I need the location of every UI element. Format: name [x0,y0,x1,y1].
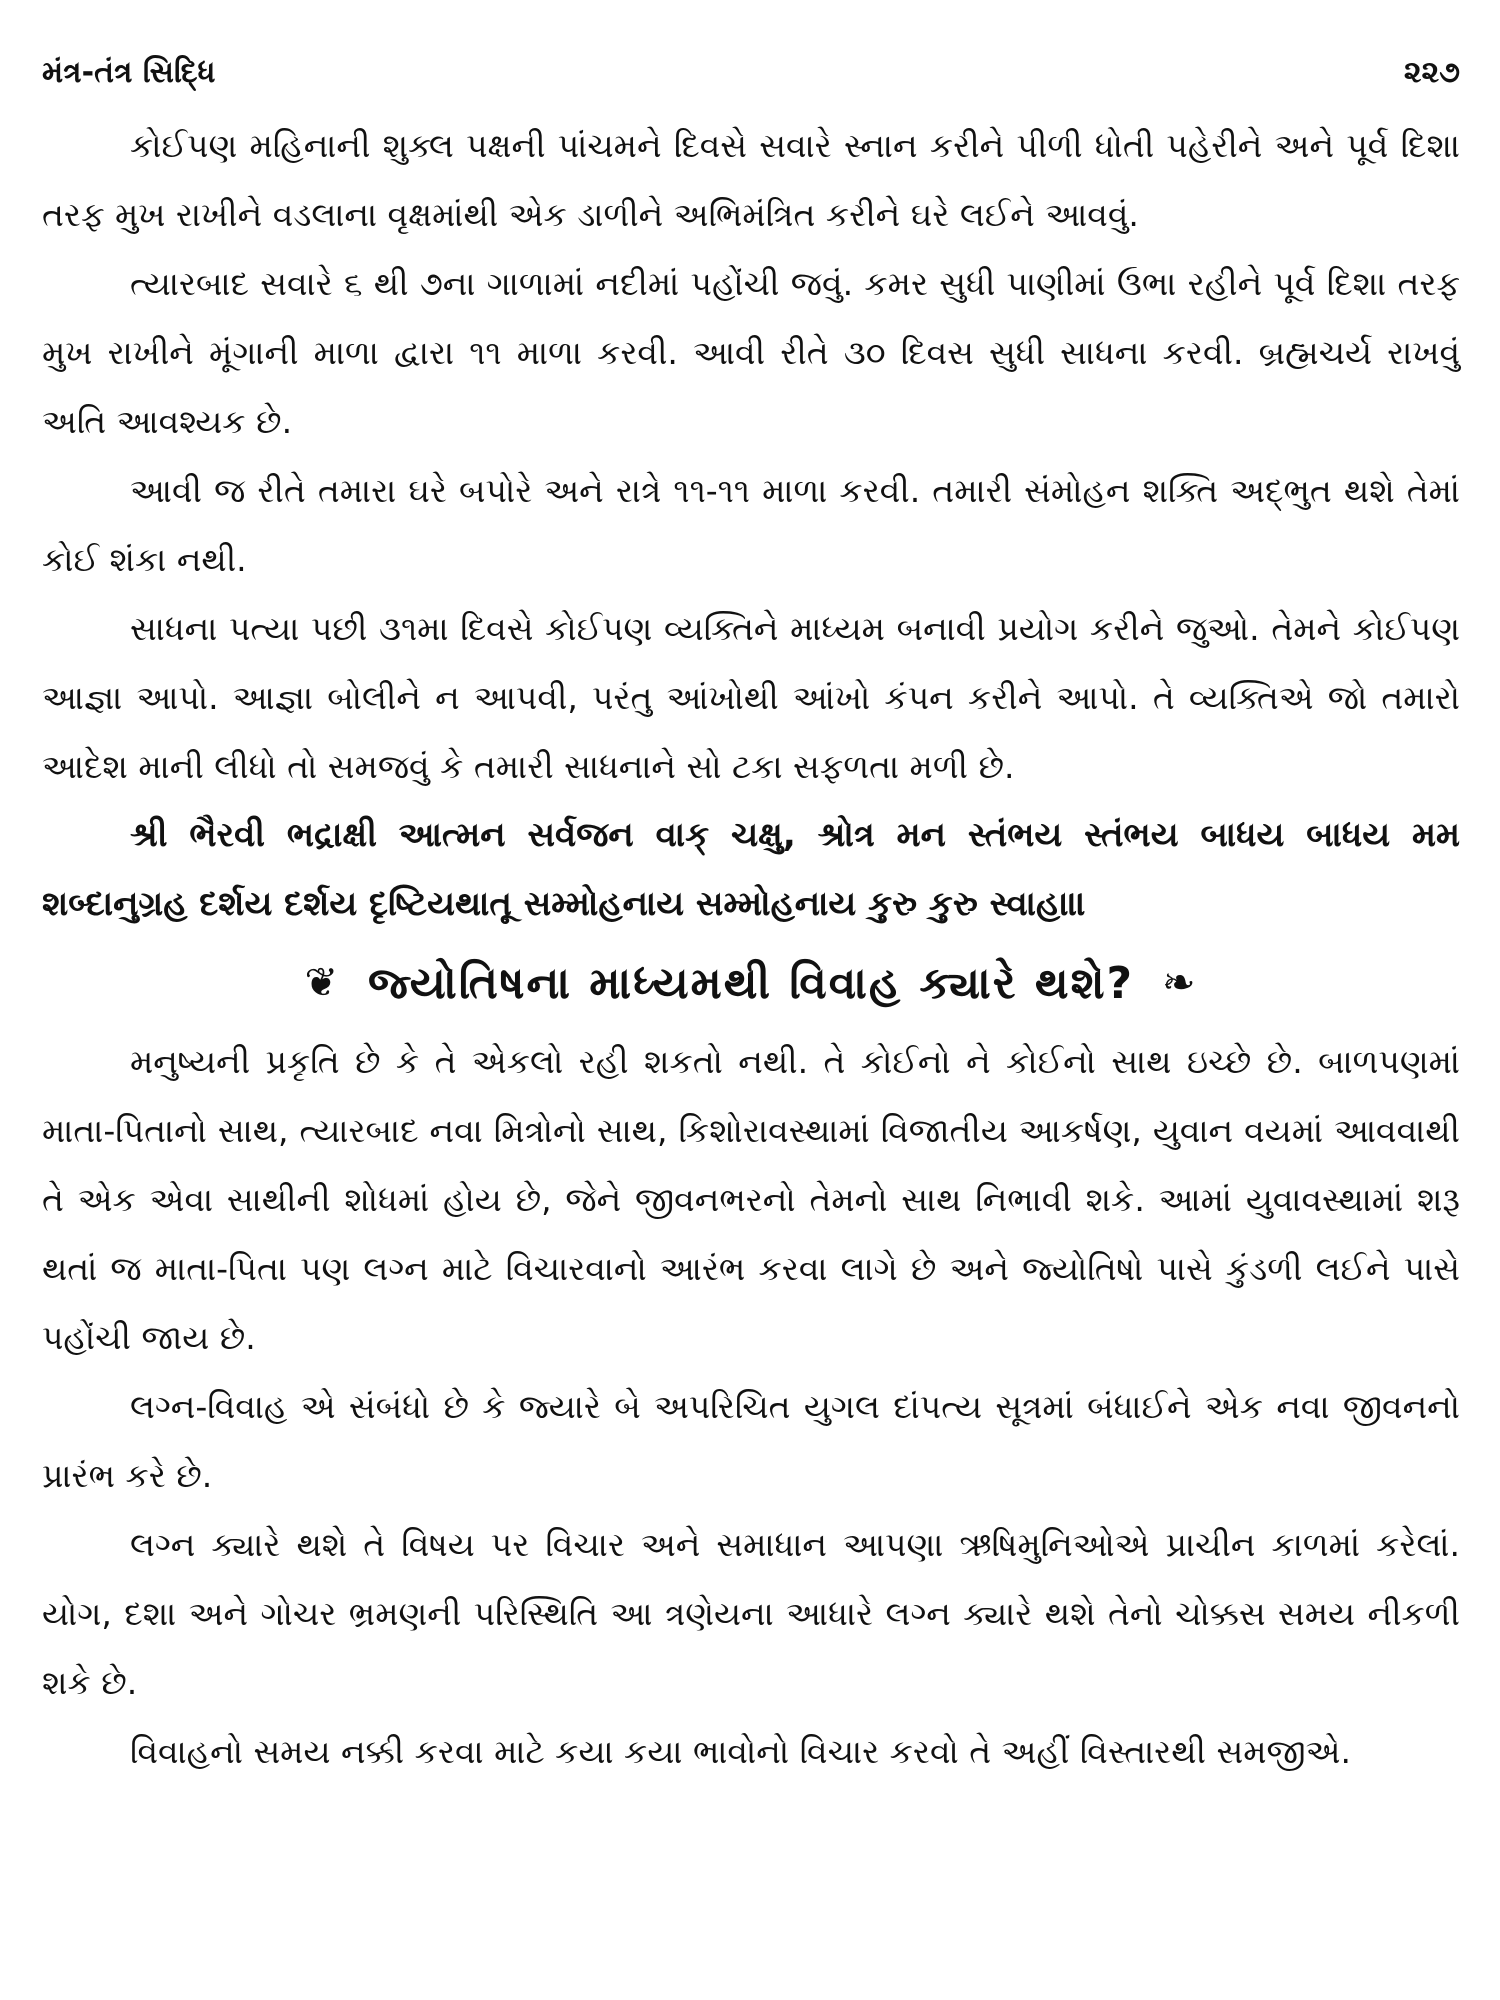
paragraph-sages: લગ્ન ક્યારે થશે તે વિષય પર વિચાર અને સમાધાન આપણા ઋષિમુનિઓએ પ્રાચીન કાળમાં કરેલાં. યોગ, દશા અને ગોચર ભ્રમણની પરિસ્થિતિ આ ત્રણેયના આધારે લગ્ન ક્યારે થશે તેનો ચોક્કસ સમય નીકળી શકે છે. [42,1525,1460,1702]
ornament-left-icon: ❦ [304,960,340,1006]
ornament-right-icon: ❧ [1162,960,1198,1006]
mantra-text: શ્રી ભૈરવી ભદ્રાક્ષી આત્મન સર્વજન વાક્ ચક્ષુ, શ્રોત્ર મન સ્તંભય સ્તંભય બાધય બાધય મમ શબ્દાનુગ્રહ દર્શય દર્શય દૃષ્ટિયથાતૂ સમ્મોહનાય સમ્મોહનાય કુરુ કુરુ સ્વાહા॥ [42,815,1460,924]
paragraph-human-nature: મનુષ્યની પ્રકૃતિ છે કે તે એકલો રહી શકતો નથી. તે કોઈનો ને કોઈનો સાથ ઇચ્છે છે. બાળપણમાં માતા-પિતાનો સાથ, ત્યારબાદ નવા મિત્રોનો સાથ, કિશોરાવસ્થામાં વિજાતીય આકર્ષણ, યુવાન વયમાં આવવાથી તે એક એવા સાથીની શોધમાં હોય છે, જેને જીવનભરનો તેમનો સાથ નિભાવી શકે. આમાં યુવાવસ્થામાં શરૂ થતાં જ માતા-પિતા પણ લગ્ન માટે વિચારવાનો આરંભ કરવા લાગે છે અને જ્યોતિષો પાસે કુંડળી લઈને પાસે પહોંચી જાય છે. [42,1042,1460,1357]
page-number: ૨૨૭ [1403,55,1460,90]
paragraph-experiment: સાધના પત્યા પછી ૩૧મા દિવસે કોઈપણ વ્યક્તિને માધ્યમ બનાવી પ્રયોગ કરીને જુઓ. તેમને કોઈપણ આજ્ઞા આપો. આજ્ઞા બોલીને ન આપવી, પરંતુ આંખોથી આંખો કંપન કરીને આપો. તે વ્યક્તિએ જો તમારો આદેશ માની લીધો તો સમજવું કે તમારી સાધનાને સો ટકા સફળતા મળી છે. [42,609,1460,786]
paragraph-home-practice: આવી જ રીતે તમારા ઘરે બપોરે અને રાત્રે ૧૧-૧૧ માળા કરવી. તમારી સંમોહન શક્તિ અદ્ભુત થશે તેમાં કોઈ શંકા નથી. [42,471,1460,579]
running-title: મંત્ર-તંત્ર સિદ્ધિ [42,55,216,90]
page-header [42,55,1460,111]
section-heading [42,943,1460,1023]
paragraph-conclusion: વિવાહનો સમય નક્કી કરવા માટે કયા કયા ભાવોનો વિચાર કરવો તે અહીં વિસ્તારથી સમજીએ. [130,1732,1351,1771]
paragraph-marriage-bond: લગ્ન-વિવાહ એ સંબંધો છે કે જ્યારે બે અપરિચિત યુગલ દાંપત્ય સૂત્રમાં બંધાઈને એક નવા જીવનનો પ્રારંભ કરે છે. [42,1387,1460,1495]
paragraph-procedure: કોઈપણ મહિનાની શુક્લ પક્ષની પાંચમને દિવસે સવારે સ્નાન કરીને પીળી ધોતી પહેરીને અને પૂર્વ દિશા તરફ મુખ રાખીને વડલાના વૃક્ષમાંથી એક ડાળીને અભિમંત્રિત કરીને ઘરે લઈને આવવું. [42,126,1460,234]
paragraph-river-practice: ત્યારબાદ સવારે ૬ થી ૭ના ગાળામાં નદીમાં પહોંચી જવું. કમર સુધી પાણીમાં ઉભા રહીને પૂર્વ દિશા તરફ મુખ રાખીને મૂંગાની માળા દ્વારા ૧૧ માળા કરવી. આવી રીતે ૩૦ દિવસ સુધી સાધના કરવી. બ્રહ્મચર્ય રાખવું અતિ આવશ્યક છે. [42,264,1460,441]
section-heading-text: જ્યોતિષના માધ્યમથી વિવાહ ક્યારે થશે? [367,957,1135,1009]
book-page [42,55,1460,1786]
